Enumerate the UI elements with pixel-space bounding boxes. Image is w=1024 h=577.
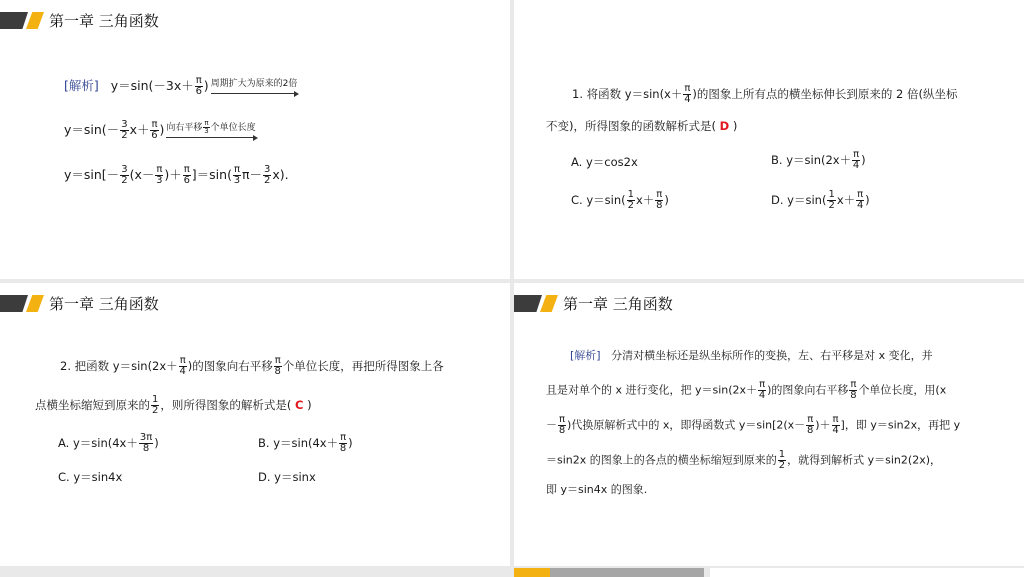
slide-6-partial: [710, 568, 1024, 577]
solution-line-3: y＝sin[－ $\frac{3}{2}$ (x－ $\frac{\pi}{3}$ )＋ $\frac{\pi}{6}$ ]＝sin( $\frac{\pi}{3}$ π－ $\frac{3}{2}$ x).: [64, 164, 289, 186]
slide-2: [514, 0, 1024, 279]
option-a: A. y＝cos2x: [571, 155, 638, 169]
slide-5-partial: [514, 568, 704, 577]
question-1-line-1: 1. 将函数 y＝sin(x＋ $\frac{\pi}{4}$ )的图象上所有点的横坐标伸长到原来的 2 倍(纵坐标: [572, 83, 958, 105]
option-a: A. y＝sin(4x＋ $\frac{3\pi}{8}$ ): [58, 432, 159, 454]
transform-arrow: 周期扩大为原来的2倍: [211, 76, 298, 94]
chapter-logo: [0, 294, 48, 314]
chapter-logo: [514, 294, 562, 314]
question-1-line-2: 不变)，所得图象的函数解析式是( D ): [546, 119, 738, 133]
option-b: B. y＝sin(4x＋ $\frac{\pi}{8}$ ): [258, 432, 353, 454]
slide-3: [0, 283, 510, 566]
solution-line-4: ＝sin2x 的图象上的各点的横坐标缩短到原来的 $\frac{1}{2}$ ，就得到解析式 y＝sin2(2x)，: [546, 449, 941, 471]
chapter-title: 第一章 三角函数: [49, 295, 159, 313]
solution-line-1: [解析] 分清对横坐标还是纵坐标所作的变换，左、右平移是对 x 变化，并: [570, 349, 933, 362]
fraction: $\frac{\pi}{6}$: [195, 75, 202, 97]
option-c: C. y＝sin( $\frac{1}{2}$ x＋ $\frac{\pi}{8}$ ): [571, 189, 669, 211]
solution-tag: [解析]: [570, 349, 601, 362]
solution-line-1: [解析] y＝sin(－3x＋ $\frac{\pi}{6}$ ) 周期扩大为原来的2倍: [64, 75, 298, 97]
answer-d: D: [719, 119, 730, 133]
option-b: B. y＝sin(2x＋ $\frac{\pi}{4}$ ): [771, 149, 866, 171]
chapter-title: 第一章 三角函数: [563, 295, 673, 313]
option-d: D. y＝sin( $\frac{1}{2}$ x＋ $\frac{\pi}{4}$ ): [771, 189, 870, 211]
chapter-logo: [0, 11, 48, 31]
solution-line-2: 且是对单个的 x 进行变化，把 y＝sin(2x＋ $\frac{\pi}{4}$ )的图象向右平移 $\frac{\pi}{8}$ 个单位长度，用(x: [546, 379, 947, 401]
slide-1: [0, 0, 510, 279]
solution-line-3: － $\frac{\pi}{8}$ )代换原解析式中的 x，即得函数式 y＝sin[2(x－ $\frac{\pi}{8}$ )＋ $\frac{\pi}{4}$ ]，即 y＝sin2x，再把 y: [546, 414, 961, 436]
solution-line-5: 即 y＝sin4x 的图象.: [546, 483, 648, 496]
option-d: D. y＝sinx: [258, 470, 316, 484]
question-2-line-1: 2. 把函数 y＝sin(2x＋ $\frac{\pi}{4}$ )的图象向右平移 $\frac{\pi}{8}$ 个单位长度，再把所得图象上各: [60, 355, 444, 377]
solution-line-2: y＝sin(－ $\frac{3}{2}$ x＋ $\frac{\pi}{6}$ ) 向右平移 $\frac{\pi}{3}$ 个单位长度: [64, 119, 256, 141]
question-2-line-2: 点横坐标缩短到原来的 $\frac{1}{2}$ ，则所得图象的解析式是( C ): [35, 394, 312, 416]
option-c: C. y＝sin4x: [58, 470, 123, 484]
transform-arrow: 向右平移 $\frac{\pi}{3}$ 个单位长度: [166, 120, 255, 138]
header-accent: [514, 568, 550, 577]
slide-4: [514, 283, 1024, 566]
answer-c: C: [295, 398, 304, 412]
header-bar: [550, 568, 704, 577]
chapter-title: 第一章 三角函数: [49, 12, 159, 30]
solution-tag: [解析]: [64, 78, 99, 93]
